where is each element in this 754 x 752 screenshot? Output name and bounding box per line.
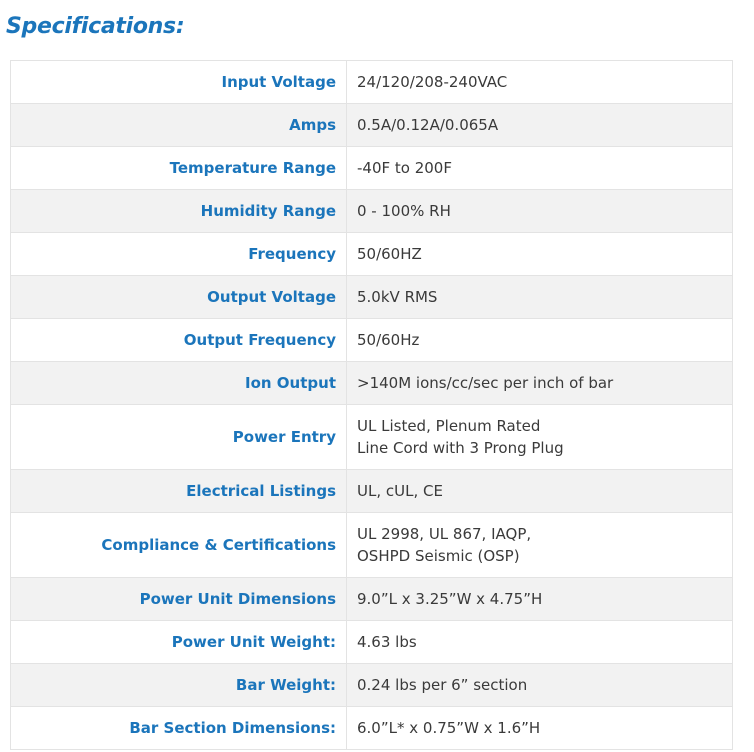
spec-value: [347, 319, 733, 362]
spec-label: Bar Section Dimensions:: [11, 707, 347, 750]
spec-value-line: 50/60Hz: [357, 331, 420, 349]
spec-value: [347, 578, 733, 621]
spec-value: [347, 104, 733, 147]
spec-value-line: 5.0kV RMS: [357, 288, 438, 306]
spec-label: Power Unit Weight:: [11, 621, 347, 664]
spec-value-line: 0 - 100% RH: [357, 202, 451, 220]
spec-value-line: 9.0”L x 3.25”W x 4.75”H: [357, 590, 543, 608]
specifications-table-body: [11, 61, 733, 750]
spec-value-line: Line Cord with 3 Prong Plug: [357, 439, 564, 457]
spec-label: Compliance & Certifications: [11, 513, 347, 578]
spec-label: Frequency: [11, 233, 347, 276]
spec-row: [11, 405, 733, 470]
spec-label: Humidity Range: [11, 190, 347, 233]
spec-row: [11, 470, 733, 513]
spec-value-line: UL Listed, Plenum Rated: [357, 417, 541, 435]
spec-row: [11, 190, 733, 233]
spec-row: [11, 61, 733, 104]
spec-row: [11, 621, 733, 664]
spec-value: [347, 621, 733, 664]
spec-value: [347, 276, 733, 319]
spec-value-line: 0.24 lbs per 6” section: [357, 676, 528, 694]
spec-row: [11, 664, 733, 707]
spec-row: [11, 578, 733, 621]
spec-label: Ion Output: [11, 362, 347, 405]
spec-value-line: 50/60HZ: [357, 245, 422, 263]
spec-label: Electrical Listings: [11, 470, 347, 513]
spec-row: [11, 362, 733, 405]
spec-value-line: OSHPD Seismic (OSP): [357, 547, 520, 565]
spec-value-line: 4.63 lbs: [357, 633, 417, 651]
spec-label: Temperature Range: [11, 147, 347, 190]
spec-value: [347, 233, 733, 276]
spec-value-line: >140M ions/cc/sec per inch of bar: [357, 374, 614, 392]
spec-value: [347, 513, 733, 578]
spec-label: Input Voltage: [11, 61, 347, 104]
spec-value: [347, 707, 733, 750]
spec-value: [347, 405, 733, 470]
spec-value: [347, 147, 733, 190]
spec-label: Output Voltage: [11, 276, 347, 319]
spec-value-line: -40F to 200F: [357, 159, 452, 177]
spec-label: Power Entry: [11, 405, 347, 470]
spec-row: [11, 513, 733, 578]
spec-row: [11, 104, 733, 147]
spec-value: [347, 470, 733, 513]
spec-value-line: UL, cUL, CE: [357, 482, 443, 500]
spec-value-line: UL 2998, UL 867, IAQP,: [357, 525, 532, 543]
spec-value: [347, 362, 733, 405]
spec-label: Bar Weight:: [11, 664, 347, 707]
spec-value: [347, 664, 733, 707]
spec-row: [11, 319, 733, 362]
spec-value: [347, 61, 733, 104]
spec-label: Power Unit Dimensions: [11, 578, 347, 621]
spec-label: Amps: [11, 104, 347, 147]
page-heading: Specifications:: [6, 14, 185, 39]
spec-row: [11, 276, 733, 319]
spec-value-line: 0.5A/0.12A/0.065A: [357, 116, 499, 134]
spec-row: [11, 233, 733, 276]
spec-value-line: 24/120/208-240VAC: [357, 73, 508, 91]
spec-row: [11, 147, 733, 190]
spec-value: [347, 190, 733, 233]
specifications-table: [10, 60, 733, 750]
spec-row: [11, 707, 733, 750]
spec-label: Output Frequency: [11, 319, 347, 362]
spec-value-line: 6.0”L* x 0.75”W x 1.6”H: [357, 719, 541, 737]
